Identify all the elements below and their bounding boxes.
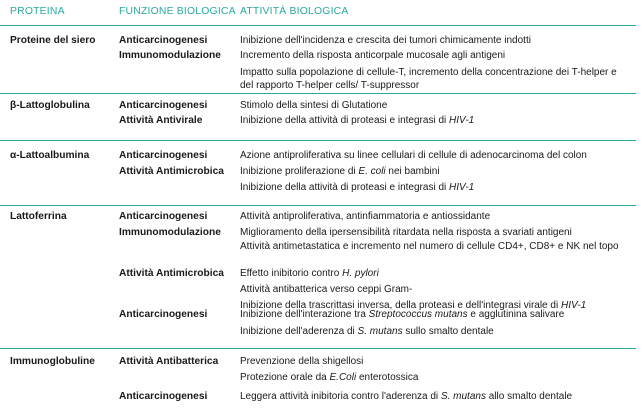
table-row bbox=[0, 349, 636, 415]
header-function: FUNZIONE BIOLOGICA bbox=[119, 6, 236, 17]
activity-text: Incremento della risposta anticorpale mucosale agli antigeni bbox=[240, 50, 506, 61]
table-row bbox=[0, 26, 636, 93]
function-name: Anticarcinogenesi bbox=[119, 150, 208, 161]
activity-text: Leggera attività inibitoria contro l'aderenza di S. mutans allo smalto dentale bbox=[240, 391, 573, 402]
activity-text: Inibizione della attività di proteasi e integrasi di HIV-1 bbox=[240, 115, 475, 126]
activity-text: Protezione orale da E.Coli enterotossica bbox=[240, 372, 419, 383]
table-row bbox=[0, 141, 636, 205]
table-row bbox=[0, 94, 636, 140]
activity-text: Prevenzione della shigellosi bbox=[240, 356, 364, 367]
activity-text: Inibizione dell'interazione tra Streptococcus mutans e agglutinina salivare bbox=[240, 309, 565, 320]
function-name: Attività Antimicrobica bbox=[119, 268, 224, 279]
header-protein: PROTEINA bbox=[10, 6, 65, 17]
activity-text: Inibizione della trascrittasi inversa, della proteasi e dell'integrasi virale di HIV-1 bbox=[240, 300, 587, 311]
function-name: Anticarcinogenesi bbox=[119, 309, 208, 320]
table-header bbox=[0, 0, 643, 26]
protein-name: Proteine del siero bbox=[10, 35, 96, 46]
function-name: Immunomodulazione bbox=[119, 227, 221, 238]
protein-name: Lattoferrina bbox=[10, 211, 67, 222]
activity-text: Inibizione dell'aderenza di S. mutans sullo smalto dentale bbox=[240, 326, 494, 337]
header-activity: ATTIVITÀ BIOLOGICA bbox=[240, 6, 349, 17]
activity-text: Attività antibatterica verso ceppi Gram- bbox=[240, 284, 413, 295]
protein-name: Immunoglobuline bbox=[10, 356, 95, 367]
activity-text: Impatto sulla popolazione di cellule-T, incremento della concentrazione dei T-helper e del rapporto T-helper cells/ T-suppressor bbox=[240, 67, 617, 91]
function-name: Attività Antimicrobica bbox=[119, 166, 224, 177]
activity-text: Attività antiproliferativa, antinfiammatoria e antiossidante bbox=[240, 211, 491, 222]
function-name: Anticarcinogenesi bbox=[119, 391, 208, 402]
activity-text: Inibizione proliferazione di E. coli nei bambini bbox=[240, 166, 440, 177]
function-name: Anticarcinogenesi bbox=[119, 35, 208, 46]
activity-text: Attività antimetastatica e incremento nel numero di cellule CD4+, CD8+ e NK nel topo bbox=[240, 241, 619, 252]
table-row bbox=[0, 206, 636, 348]
function-name: Anticarcinogenesi bbox=[119, 100, 208, 111]
function-name: Anticarcinogenesi bbox=[119, 211, 208, 222]
activity-text: Inibizione della attività di proteasi e integrasi di HIV-1 bbox=[240, 182, 475, 193]
protein-name: β-Lattoglobulina bbox=[10, 100, 90, 111]
activity-text: Azione antiproliferativa su linee cellulari di cellule di adenocarcinoma del colon bbox=[240, 150, 587, 161]
protein-name: α-Lattoalbumina bbox=[10, 150, 90, 161]
activity-text: Inibizione dell'incidenza e crescita dei tumori chimicamente indotti bbox=[240, 35, 531, 46]
function-name: Attività Antivirale bbox=[119, 115, 203, 126]
activity-text: Miglioramento della ipersensibilità ritardata nella risposta a svariati antigeni bbox=[240, 227, 572, 238]
function-name: Attività Antibatterica bbox=[119, 356, 219, 367]
activity-text: Stimolo della sintesi di Glutatione bbox=[240, 100, 388, 111]
function-name: Immunomodulazione bbox=[119, 50, 221, 61]
activity-text: Effetto inibitorio contro H. pylori bbox=[240, 268, 379, 279]
